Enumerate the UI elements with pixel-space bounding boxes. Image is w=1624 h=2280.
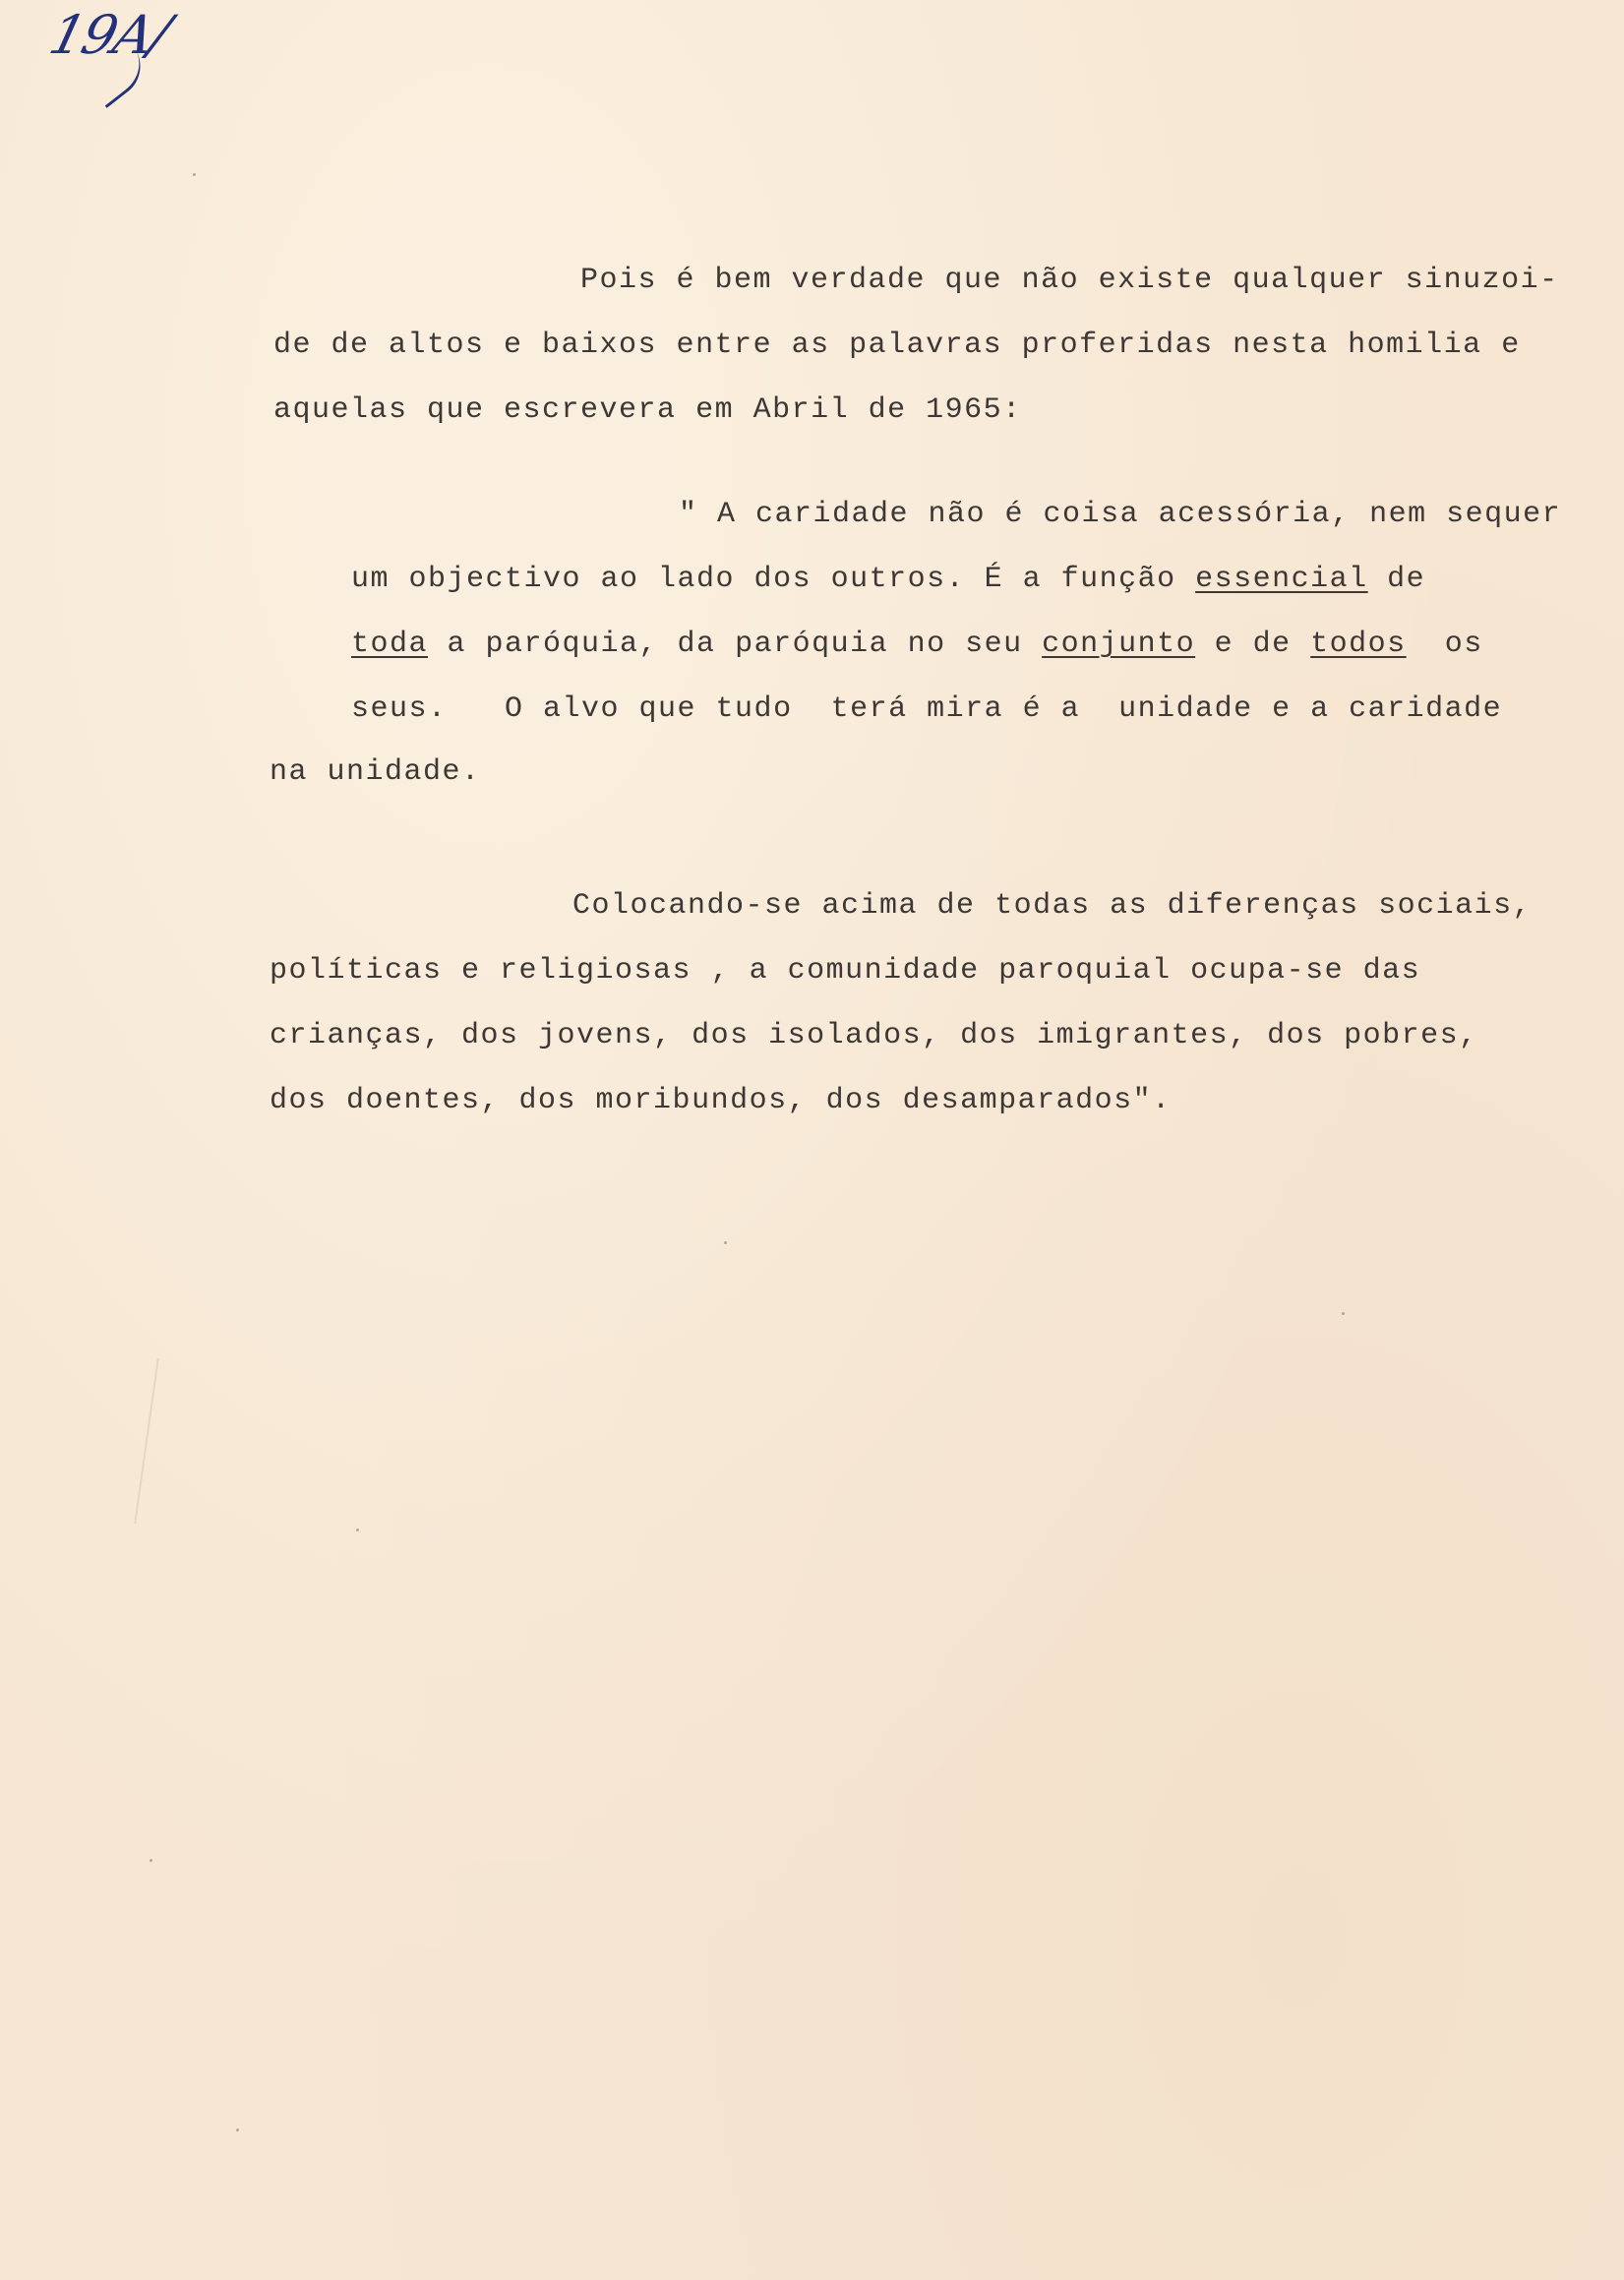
paper-speck [724,1241,727,1244]
quote-line4: seus. O alvo que tudo terá mira é a unidade e a caridade [351,692,1503,726]
paragraph2-line4: dos doentes, dos moribundos, dos desamparados". [270,1084,1172,1117]
paragraph2-line3: crianças, dos jovens, dos isolados, dos imigrantes, dos pobres, [270,1019,1478,1052]
paragraph1-line3: aquelas que escrevera em Abril de 1965: [273,393,1022,427]
paper-speck [236,2129,239,2131]
paragraph2-line2: políticas e religiosas , a comunidade paroquial ocupa-se das [270,954,1421,988]
paragraph2-line1: Colocando-se acima de todas as diferenças sociais, [572,889,1533,923]
quote-line3-text-a: a paróquia, da paróquia no seu [428,628,1043,661]
paper-speck [1342,1312,1345,1315]
quote-line3-text-b: e de [1195,628,1311,661]
quote-line2 [351,563,1425,596]
quote-line2-end: de [1367,563,1426,596]
quote-line2-text: um objectivo ao lado dos outros. É a função [351,563,1196,596]
underlined-conjunto: conjunto [1042,628,1196,661]
underlined-toda: toda [351,628,429,661]
underlined-todos: todos [1310,628,1407,661]
paper-speck [150,1859,152,1862]
quote-line5: na unidade. [270,755,481,789]
quote-line3 [351,628,1483,661]
paper-speck [356,1529,359,1531]
quote-line3-text-c: os [1406,628,1483,661]
paper-speck [193,173,196,176]
quote-line1: " A caridade não é coisa acessória, nem sequer [679,498,1562,531]
paragraph1-line2: de de altos e baixos entre as palavras proferidas nesta homilia e [273,329,1521,362]
handwritten-page-number: 19A/ [43,4,175,66]
paper-crease [134,1358,159,1525]
underlined-essencial: essencial [1195,563,1368,596]
paragraph1-line1: Pois é bem verdade que não existe qualquer sinuzoi- [580,264,1559,297]
